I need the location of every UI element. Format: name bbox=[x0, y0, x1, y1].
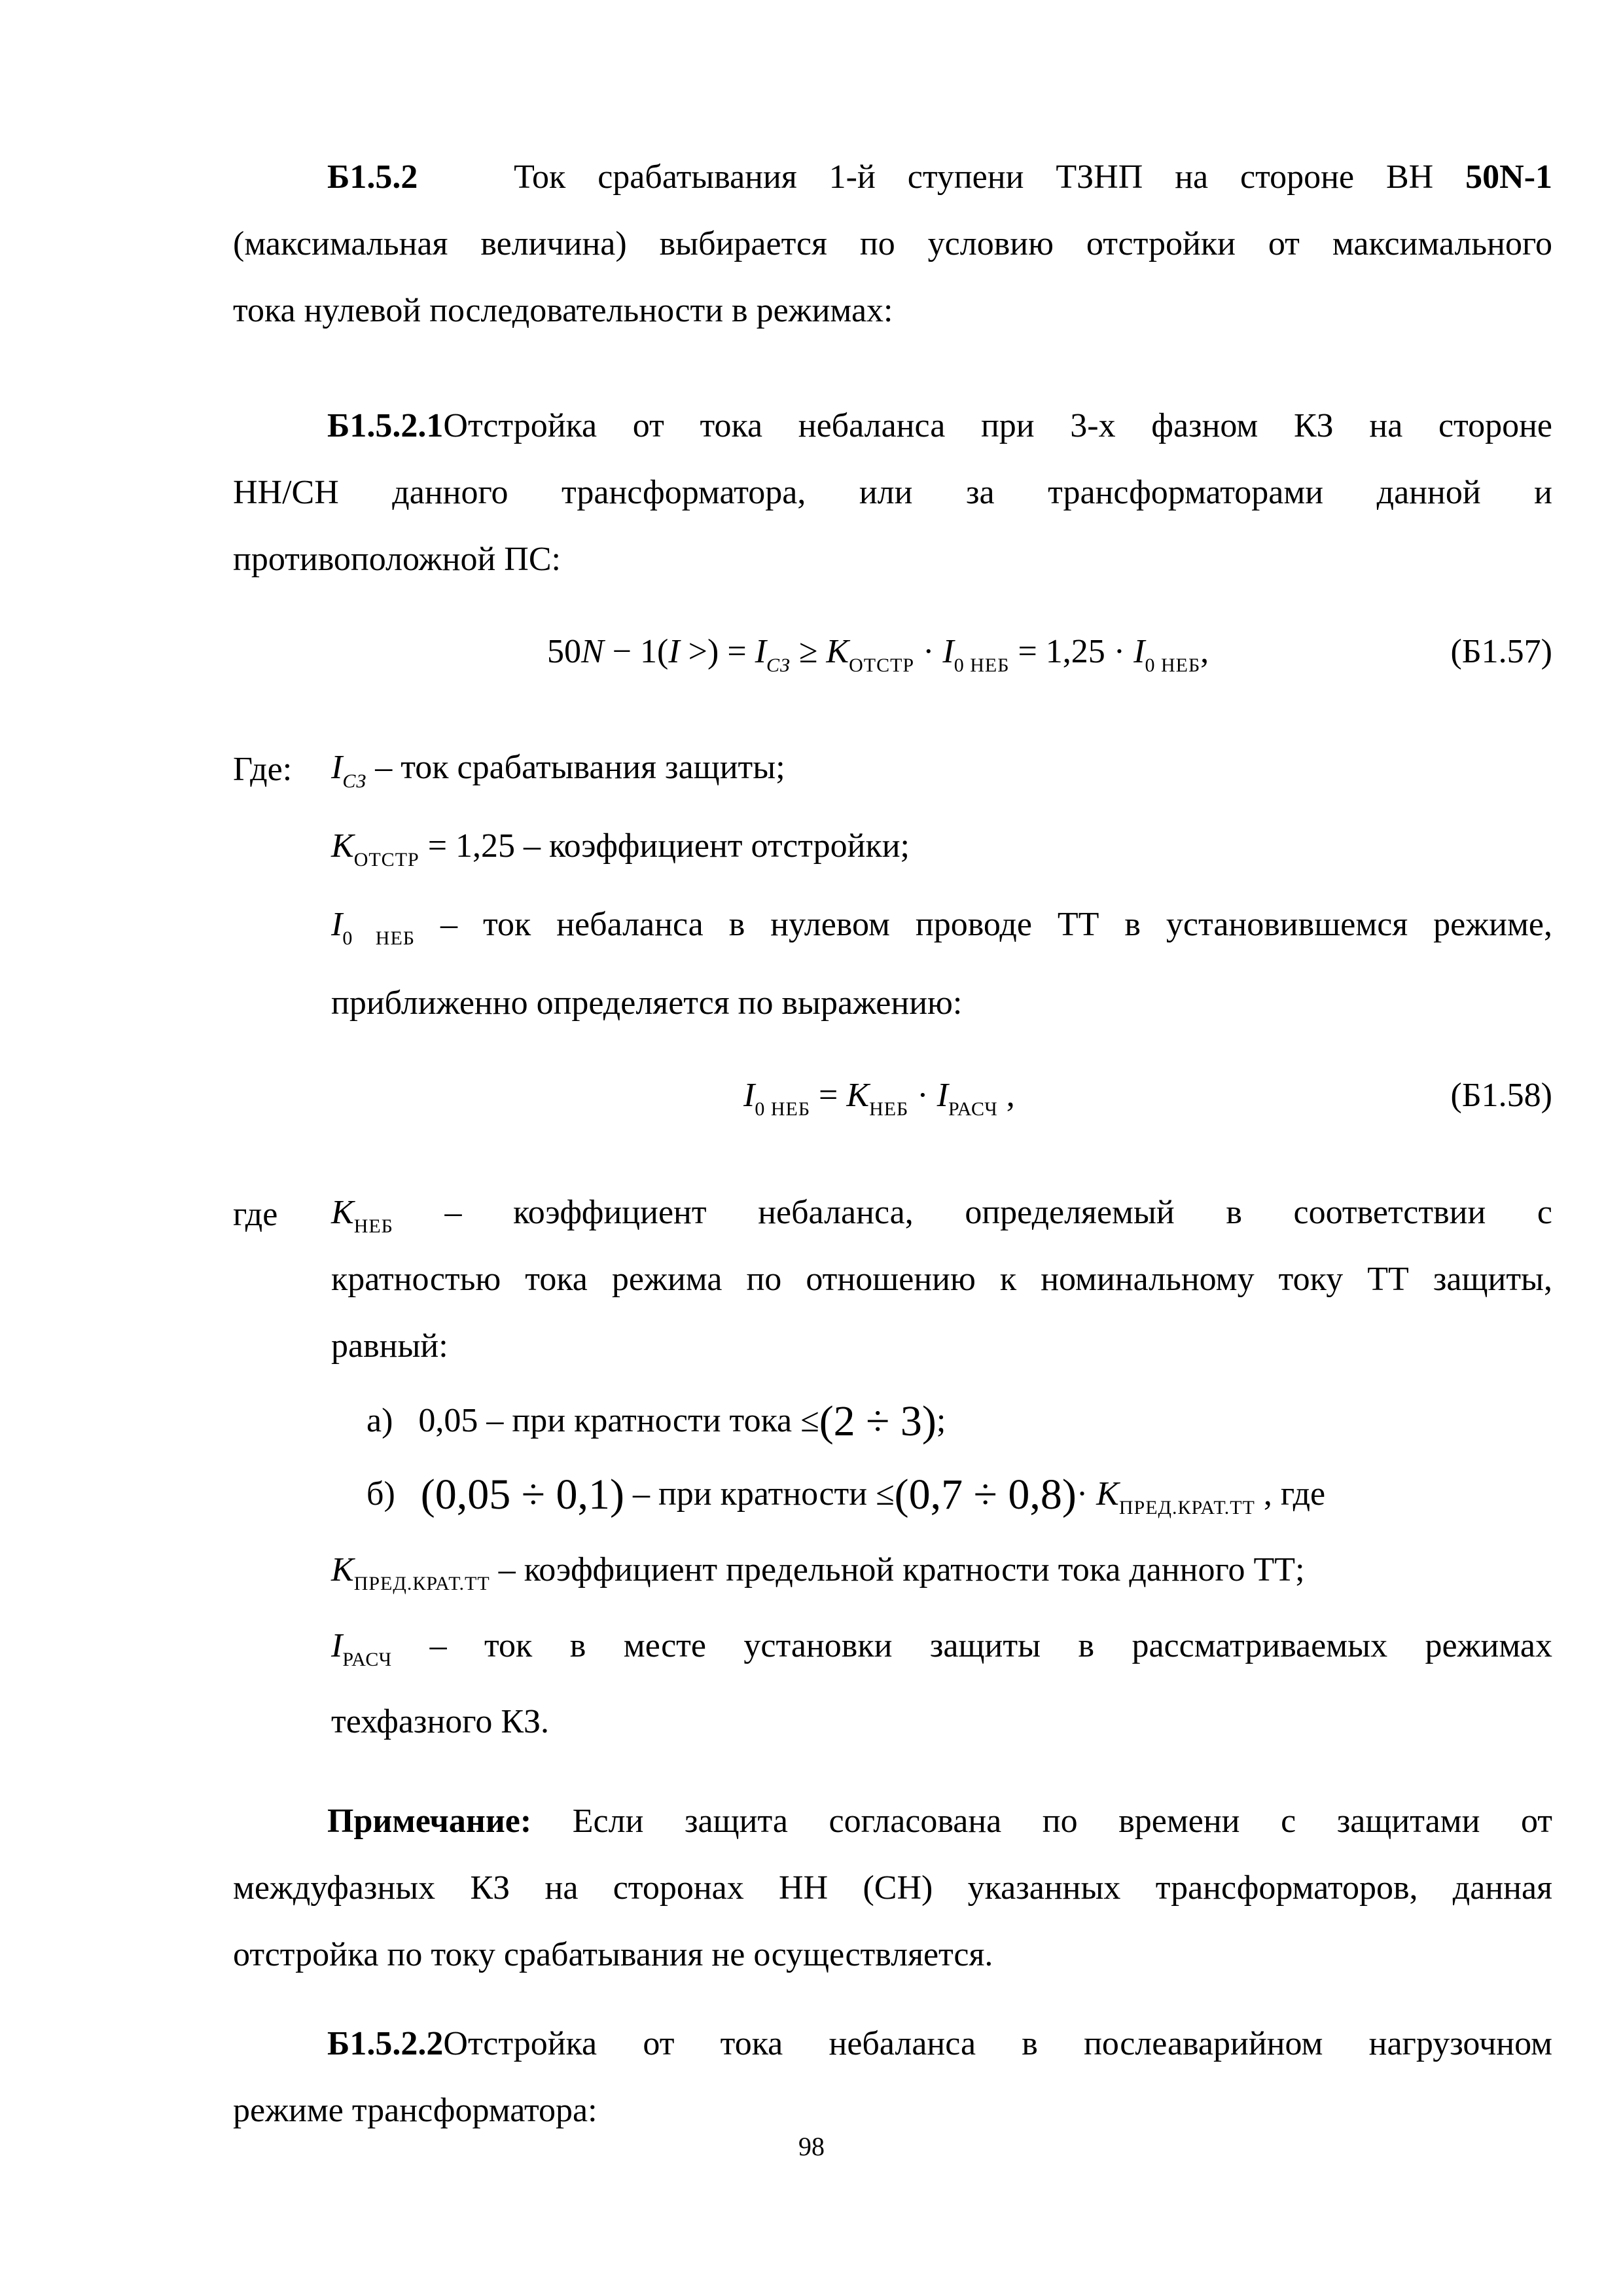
note-label: Примечание: bbox=[327, 1803, 532, 1840]
where-label-2: где bbox=[233, 1196, 278, 1233]
definition-kotstr: $K_{ОТСТР} = 1,25$ – коэффициент отстройки; bbox=[331, 827, 910, 870]
section-heading-b152: Б1.5.2 bbox=[327, 158, 418, 196]
definition-i0neb: $I_{0 НЕБ}$ – ток небаланса в нулевом проводе ТТ в установившемся режиме, bbox=[331, 906, 1553, 949]
section-b1521-line3: противоположной ПС: bbox=[233, 541, 561, 578]
definition-kneb-line3: равный: bbox=[331, 1327, 448, 1365]
note: Примечание: Если защита согласована по времени с защитами от междуфазных КЗ на сторонах НН (СН) указанных трансформаторов, данная отстройка по току срабатывания не осуществляется. bbox=[233, 1803, 1553, 1973]
definition-kneb: $K_{НЕБ}$ – коэффициент небаланса, определяемый в соответствии с кратностью тока режима по отношению к номинальному току ТТ защиты, bbox=[331, 1194, 1552, 1298]
section-b1521-line1: Б1.5.2.1Отстройка от тока небаланса при 3-х фазном КЗ на стороне bbox=[327, 407, 1552, 444]
definition-irasch: $I_{РАСЧ}$ – ток в месте установки защиты в рассматриваемых режимах bbox=[331, 1627, 1552, 1670]
section-b152-line1: Б1.5.2 Ток срабатывания 1-й ступени ТЗНП на стороне ВН 50N-1 bbox=[327, 158, 1553, 196]
section-b152-line3: тока нулевой последовательности в режимах: bbox=[233, 292, 893, 329]
protection-code: 50N-1 bbox=[1465, 158, 1553, 196]
definition-irasch-line2: техфазного КЗ. bbox=[331, 1703, 550, 1740]
section-b152-line2: (максимальная величина) выбирается по условию отстройки от максимального bbox=[233, 225, 1552, 262]
page-number: 98 bbox=[798, 2132, 825, 2161]
formula-number-b158: (Б1.58) bbox=[1450, 1077, 1552, 1114]
list-item-a: а) 0,05 – при кратности тока ≤(2 ÷ 3); bbox=[366, 1397, 946, 1445]
section-b1522: Б1.5.2.2Отстройка от тока небаланса в послеаварийном нагрузочном режиме трансформатора: bbox=[233, 2025, 1552, 2129]
definition-ics: $I_{СЗ}$ – ток срабатывания защиты; bbox=[331, 749, 785, 792]
section-heading-b1521: Б1.5.2.1 bbox=[327, 407, 444, 444]
section-heading-b1522: Б1.5.2.2 bbox=[327, 2025, 444, 2062]
where-label-1: Где: bbox=[233, 751, 293, 788]
list-item-b: б) (0,05 ÷ 0,1) – при кратности $\le(0,7 \div 0,8)\cdot K_{ПРЕД.КРАТ.ТТ}$ , где bbox=[366, 1471, 1326, 1518]
formula-b158: $I_{0 НЕБ} = K_{НЕБ} \cdot I_{РАСЧ}$ , bbox=[743, 1077, 1015, 1120]
definition-kpredkrat: $K_{ПРЕД.КРАТ.ТТ}$ – коэффициент предельной кратности тока данного ТТ; bbox=[331, 1551, 1305, 1594]
definition-i0neb-line2: приближенно определяется по выражению: bbox=[331, 984, 963, 1022]
section-b152 bbox=[233, 144, 1552, 344]
formula-b157: 50N − 1(I >) = $I_{СЗ} \ge K_{ОТСТР} \cdot I_{0 НЕБ} = 1,25 \cdot I_{0 НЕБ}$, bbox=[547, 633, 1209, 676]
list-item-b-label: б) bbox=[366, 1475, 395, 1513]
formula-number-b157: (Б1.57) bbox=[1450, 633, 1552, 670]
section-b1521 bbox=[233, 393, 1552, 593]
list-item-a-label: а) bbox=[366, 1402, 393, 1439]
section-b1521-line2: НН/СН данного трансформатора, или за трансформаторами данной и bbox=[233, 474, 1552, 511]
